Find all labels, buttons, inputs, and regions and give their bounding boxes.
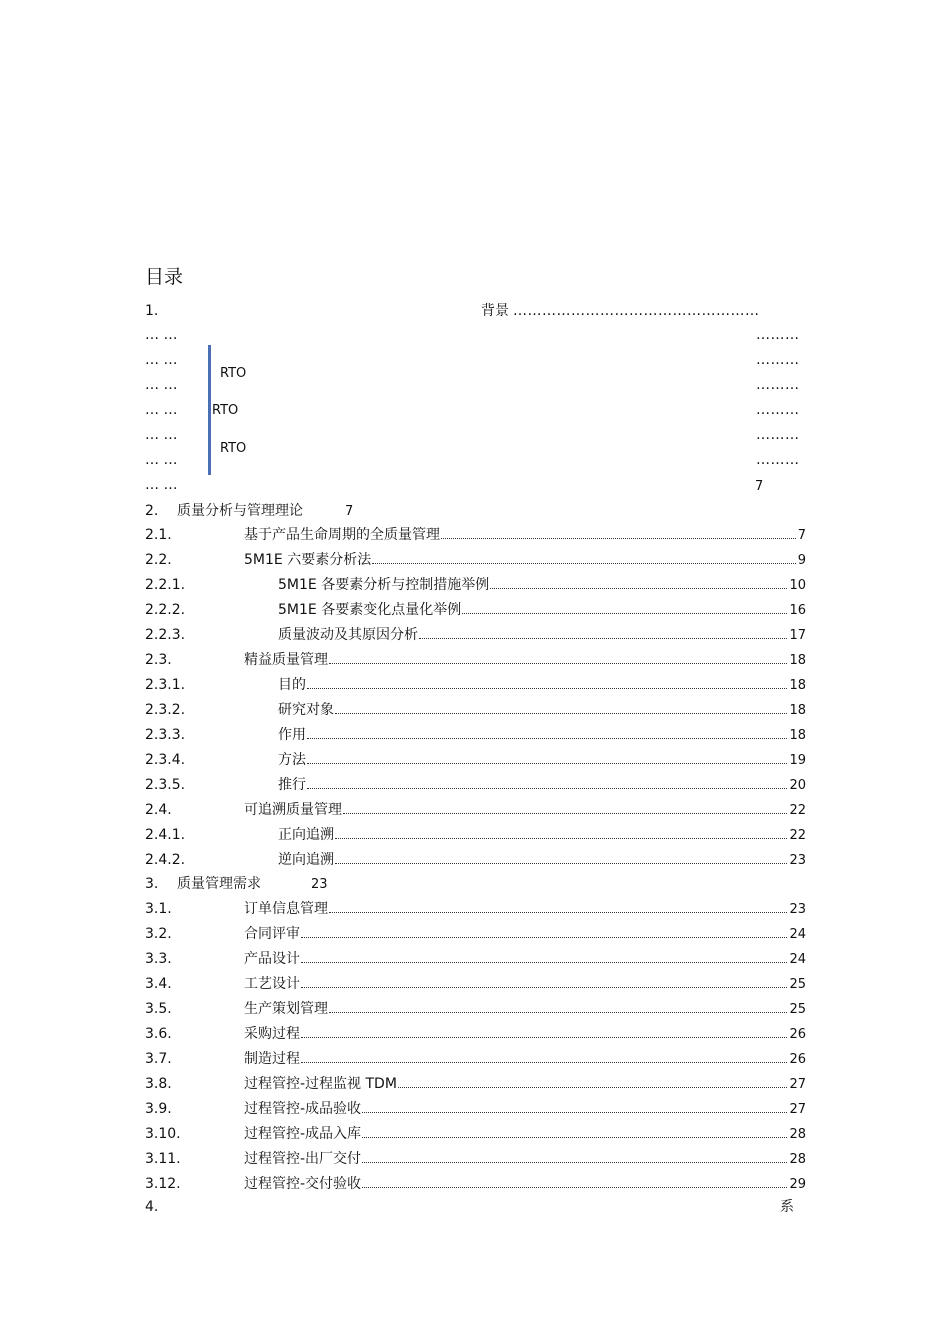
- toc-number: 3.4.: [145, 976, 172, 992]
- toc-label: 过程管控-交付验收: [244, 1176, 362, 1192]
- toc-entry[interactable]: [145, 749, 806, 771]
- toc-label: 制造过程: [244, 1051, 300, 1067]
- toc-label: 质量波动及其原因分析: [278, 627, 418, 643]
- section-3-page: 23: [311, 877, 328, 892]
- continuation-dots: … …: [145, 452, 178, 468]
- rto-label: RTO: [220, 366, 247, 381]
- toc-number: 2.4.2.: [145, 852, 186, 868]
- continuation-dots: … …: [145, 402, 178, 418]
- toc-label: 过程管控-出厂交付: [244, 1151, 362, 1167]
- toc-entry[interactable]: [145, 724, 806, 746]
- right-leader: ………: [756, 377, 800, 393]
- toc-entry[interactable]: [145, 1123, 806, 1145]
- toc-label: 5M1E 六要素分析法: [244, 552, 372, 568]
- toc-label: 过程管控-成品入库: [244, 1126, 362, 1142]
- toc-number: 2.2.: [145, 552, 172, 568]
- toc-entry[interactable]: [145, 799, 806, 821]
- section-1-leader: ……………………………………………: [513, 303, 760, 319]
- toc-entry[interactable]: [145, 1173, 806, 1195]
- continuation-dots: … …: [145, 477, 178, 493]
- toc-number: 2.1.: [145, 527, 172, 543]
- section-4-number: 4.: [145, 1199, 159, 1215]
- toc-page: 16: [789, 603, 806, 618]
- continuation-dots: … …: [145, 352, 178, 368]
- toc-title: 目录: [145, 266, 184, 288]
- toc-label: 逆向追溯: [278, 852, 334, 868]
- toc-entry[interactable]: [145, 674, 806, 696]
- toc-entry[interactable]: [145, 998, 806, 1020]
- toc-label: 作用: [278, 727, 306, 743]
- toc-number: 2.2.1.: [145, 577, 186, 593]
- toc-number: 3.6.: [145, 1026, 172, 1042]
- toc-label: 基于产品生命周期的全质量管理: [244, 527, 440, 543]
- section-3-label[interactable]: 质量管理需求: [177, 876, 261, 892]
- toc-entry[interactable]: [145, 774, 806, 796]
- section-2-number: 2.: [145, 503, 159, 519]
- rto-label: RTO: [220, 441, 247, 456]
- section-4-label[interactable]: 系: [780, 1199, 794, 1215]
- toc-number: 2.4.: [145, 802, 172, 818]
- toc-number: 2.3.5.: [145, 777, 186, 793]
- toc-label: 精益质量管理: [244, 652, 328, 668]
- toc-page: 25: [789, 1002, 806, 1017]
- toc-number: 2.2.2.: [145, 602, 186, 618]
- toc-entry[interactable]: [145, 574, 806, 596]
- toc-entry[interactable]: [145, 824, 806, 846]
- toc-page: 18: [789, 728, 806, 743]
- toc-label: 采购过程: [244, 1026, 300, 1042]
- toc-label: 生产策划管理: [244, 1001, 328, 1017]
- toc-label: 工艺设计: [244, 976, 300, 992]
- toc-number: 3.3.: [145, 951, 172, 967]
- toc-page: 28: [789, 1127, 806, 1142]
- toc-page: 20: [789, 778, 806, 793]
- toc-number: 3.10.: [145, 1126, 181, 1142]
- toc-page: 22: [789, 828, 806, 843]
- toc-entry[interactable]: [145, 1098, 806, 1120]
- toc-page: 25: [789, 977, 806, 992]
- right-leader: ………: [756, 402, 800, 418]
- toc-entry[interactable]: [145, 1023, 806, 1045]
- toc-page: 28: [789, 1152, 806, 1167]
- right-leader: ………: [756, 427, 800, 443]
- toc-entry[interactable]: [145, 549, 806, 571]
- rto-label: RTO: [212, 403, 239, 418]
- toc-number: 3.9.: [145, 1101, 172, 1117]
- toc-number: 3.1.: [145, 901, 172, 917]
- toc-number: 2.3.3.: [145, 727, 186, 743]
- section-1-label[interactable]: 背景: [481, 303, 509, 319]
- right-leader: ………: [756, 352, 800, 368]
- section-3-number: 3.: [145, 876, 159, 892]
- toc-label: 推行: [278, 777, 306, 793]
- right-leader: ………: [756, 327, 800, 343]
- toc-entry[interactable]: [145, 1148, 806, 1170]
- toc-label: 订单信息管理: [244, 901, 328, 917]
- toc-number: 3.12.: [145, 1176, 181, 1192]
- toc-page: 17: [789, 628, 806, 643]
- toc-label: 研究对象: [278, 702, 334, 718]
- toc-entry[interactable]: [145, 923, 806, 945]
- right-leader: ………: [756, 452, 800, 468]
- toc-entry[interactable]: [145, 898, 806, 920]
- section-1-number: 1.: [145, 303, 159, 319]
- toc-label: 可追溯质量管理: [244, 802, 342, 818]
- continuation-dots: … …: [145, 427, 178, 443]
- toc-page: 24: [789, 952, 806, 967]
- toc-label: 过程管控-过程监视 TDM: [244, 1076, 397, 1092]
- toc-entry[interactable]: [145, 699, 806, 721]
- toc-page: 26: [789, 1027, 806, 1042]
- toc-entry[interactable]: [145, 948, 806, 970]
- toc-number: 2.3.1.: [145, 677, 186, 693]
- toc-number: 2.3.2.: [145, 702, 186, 718]
- continuation-dots: … …: [145, 327, 178, 343]
- toc-number: 2.3.4.: [145, 752, 186, 768]
- toc-entry[interactable]: [145, 599, 806, 621]
- toc-number: 2.4.1.: [145, 827, 186, 843]
- continuation-dots: … …: [145, 377, 178, 393]
- toc-page: 18: [789, 678, 806, 693]
- toc-label: 过程管控-成品验收: [244, 1101, 362, 1117]
- toc-number: 2.3.: [145, 652, 172, 668]
- toc-number: 3.7.: [145, 1051, 172, 1067]
- toc-page: 18: [789, 653, 806, 668]
- toc-entry[interactable]: [145, 1048, 806, 1070]
- vertical-bar: [208, 345, 211, 475]
- toc-entry[interactable]: [145, 849, 806, 871]
- toc-label: 合同评审: [244, 926, 300, 942]
- toc-page: 27: [789, 1077, 806, 1092]
- toc-label: 产品设计: [244, 951, 300, 967]
- section-2-page: 7: [345, 504, 354, 519]
- toc-label: 5M1E 各要素分析与控制措施举例: [278, 577, 490, 593]
- toc-label: 目的: [278, 677, 306, 693]
- toc-label: 正向追溯: [278, 827, 334, 843]
- toc-number: 3.5.: [145, 1001, 172, 1017]
- toc-entry[interactable]: [145, 624, 806, 646]
- section-1-page: 7: [755, 479, 764, 494]
- toc-label: 方法: [278, 752, 306, 768]
- toc-number: 2.2.3.: [145, 627, 186, 643]
- toc-page: 7: [797, 528, 806, 543]
- toc-page: 18: [789, 703, 806, 718]
- toc-number: 3.2.: [145, 926, 172, 942]
- toc-page: 10: [789, 578, 806, 593]
- section-2-label[interactable]: 质量分析与管理理论: [177, 503, 303, 519]
- toc-entry[interactable]: [145, 973, 806, 995]
- toc-label: 5M1E 各要素变化点量化举例: [278, 602, 462, 618]
- toc-entry[interactable]: [145, 649, 806, 671]
- toc-page: 19: [789, 753, 806, 768]
- toc-number: 3.8.: [145, 1076, 172, 1092]
- toc-page: 9: [797, 553, 806, 568]
- toc-page: 23: [789, 853, 806, 868]
- toc-entry[interactable]: [145, 1073, 806, 1095]
- toc-page: 22: [789, 803, 806, 818]
- toc-page: 24: [789, 927, 806, 942]
- toc-number: 3.11.: [145, 1151, 181, 1167]
- toc-entry[interactable]: [145, 524, 806, 546]
- toc-page: 26: [789, 1052, 806, 1067]
- toc-page: 23: [789, 902, 806, 917]
- toc-page: 27: [789, 1102, 806, 1117]
- toc-page: 29: [789, 1177, 806, 1192]
